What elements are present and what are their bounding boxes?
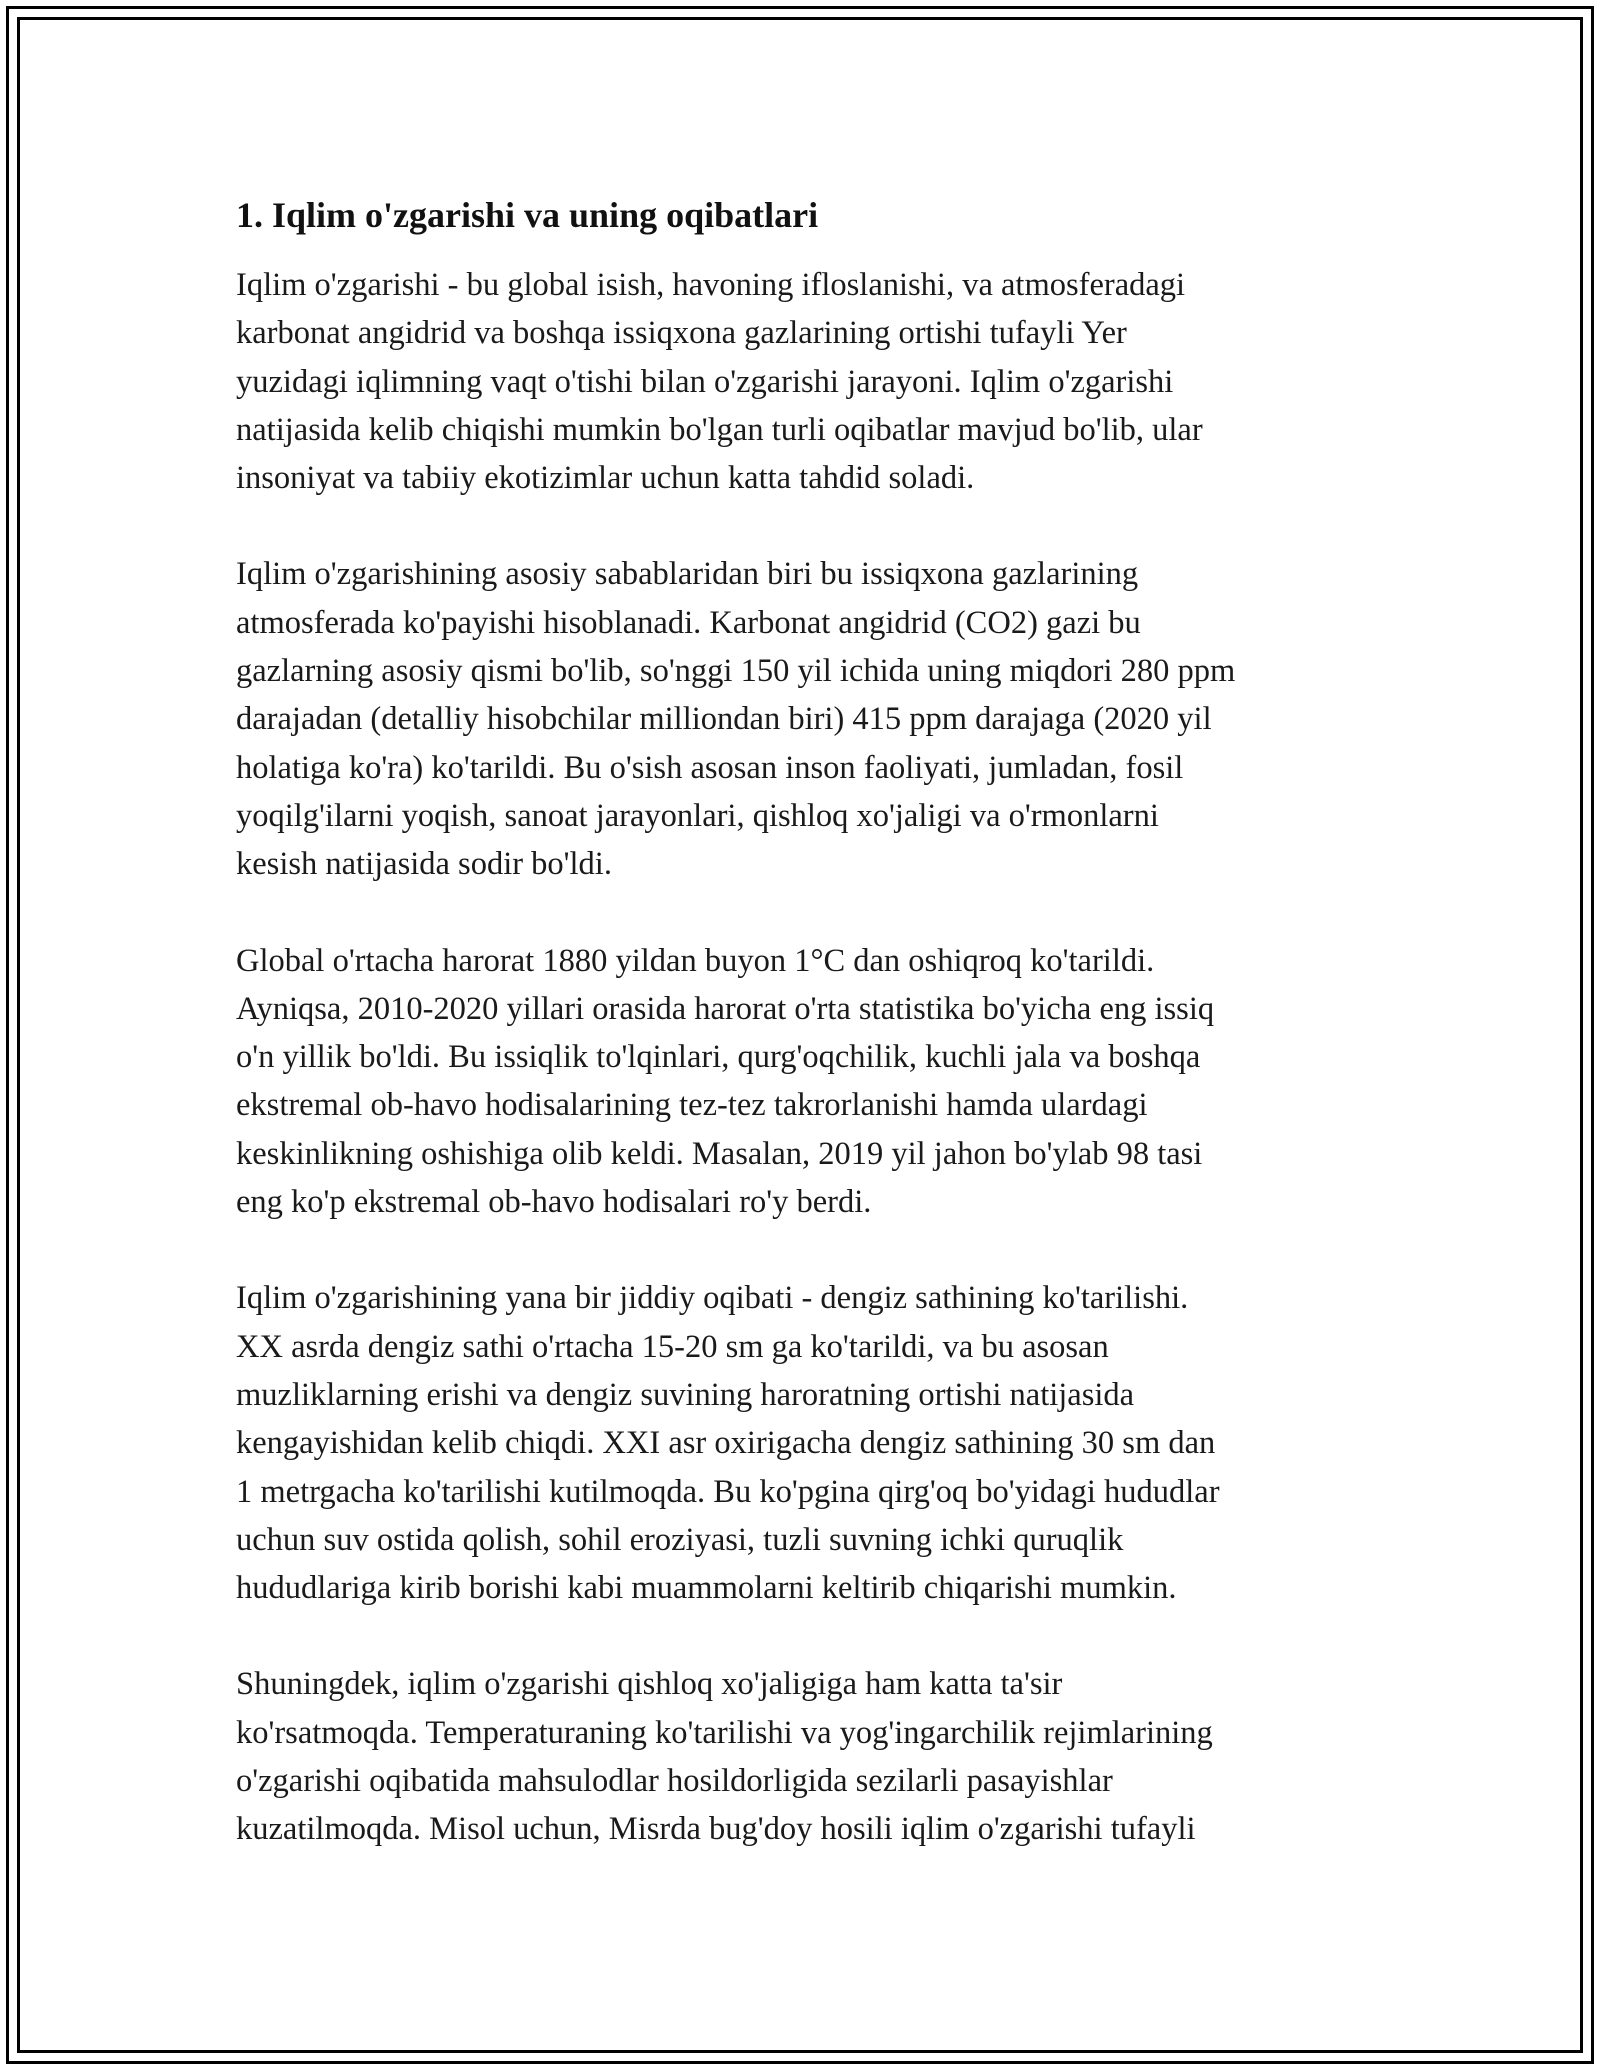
document-body (236, 185, 1366, 1902)
paragraph-temperature: Global o'rtacha harorat 1880 yildan buyon 1°C dan oshiqroq ko'tarildi. Ayniqsa, 2010-2020 yillari orasida harorat o'rta statistika bo'yicha eng issiq o'n yillik bo'ldi. Bu issiqlik to'lqinlari, qurg'oqchilik, kuchli jala va boshqa ekstremal ob-havo hodisalarining tez-tez takrorlanishi hamda ulardagi keskinlikning oshishiga olib keldi. Masalan, 2019 yil jahon bo'ylab 98 tasi eng ko'p ekstremal ob-havo hodisalari ro'y berdi. (236, 942, 1215, 1221)
paragraph-definition: Iqlim o'zgarishi - bu global isish, havoning ifloslanishi, va atmosferadagi karbonat angidrid va boshqa issiqxona gazlarining ortishi tufayli Yer yuzidagi iqlimning vaqt o'tishi bilan o'zgarishi jarayoni. Iqlim o'zgarishi natijasida kelib chiqishi mumkin bo'lgan turli oqibatlar mavjud bo'lib, ular insoniyat va tabiiy ekotizimlar uchun katta tahdid soladi. (236, 267, 1203, 497)
paragraph-sea-level: Iqlim o'zgarishining yana bir jiddiy oqibati - dengiz sathining ko'tarilishi. XX asrda dengiz sathi o'rtacha 15-20 sm ga ko'tarildi, va bu asosan muzliklarning erishi va dengiz suvining haroratning ortishi natijasida kengayishidan kelib chiqdi. XXI asr oxirigacha dengiz sathining 30 sm dan 1 metrgacha ko'tarilishi kutilmoqda. Bu ko'pgina qirg'oq bo'yidagi hududlar uchun suv ostida qolish, sohil eroziyasi, tuzli suvning ichki quruqlik hududlariga kirib borishi kabi muammolarni keltirib chiqarishi mumkin. (236, 1280, 1220, 1607)
section-heading: 1. Iqlim o'zgarishi va uning oqibatlari (236, 195, 819, 235)
paragraph-causes: Iqlim o'zgarishining asosiy sabablaridan biri bu issiqxona gazlarining atmosferada ko'payishi hisoblanadi. Karbonat angidrid (CO2) gazi bu gazlarning asosiy qismi bo'lib, so'nggi 150 yil ichida uning miqdori 280 ppm darajadan (detalliy hisobchilar milliondan biri) 415 ppm darajaga (2020 yil holatiga ko'ra) ko'tarildi. Bu o'sish asosan inson faoliyati, jumladan, fosil yoqilg'ilarni yoqish, sanoat jarayonlari, qishloq xo'jaligi va o'rmonlarni kesish natijasida sodir bo'ldi. (236, 556, 1236, 883)
paragraph-agriculture: Shuningdek, iqlim o'zgarishi qishloq xo'jaligiga ham katta ta'sir ko'rsatmoqda. Temperaturaning ko'tarilishi va yog'ingarchilik rejimlarining o'zgarishi oqibatida mahsulodlar hosildorligida sezilarli pasayishlar kuzatilmoqda. Misol uchun, Misrda bug'doy hosili iqlim o'zgarishi tufayli (236, 1666, 1213, 1848)
